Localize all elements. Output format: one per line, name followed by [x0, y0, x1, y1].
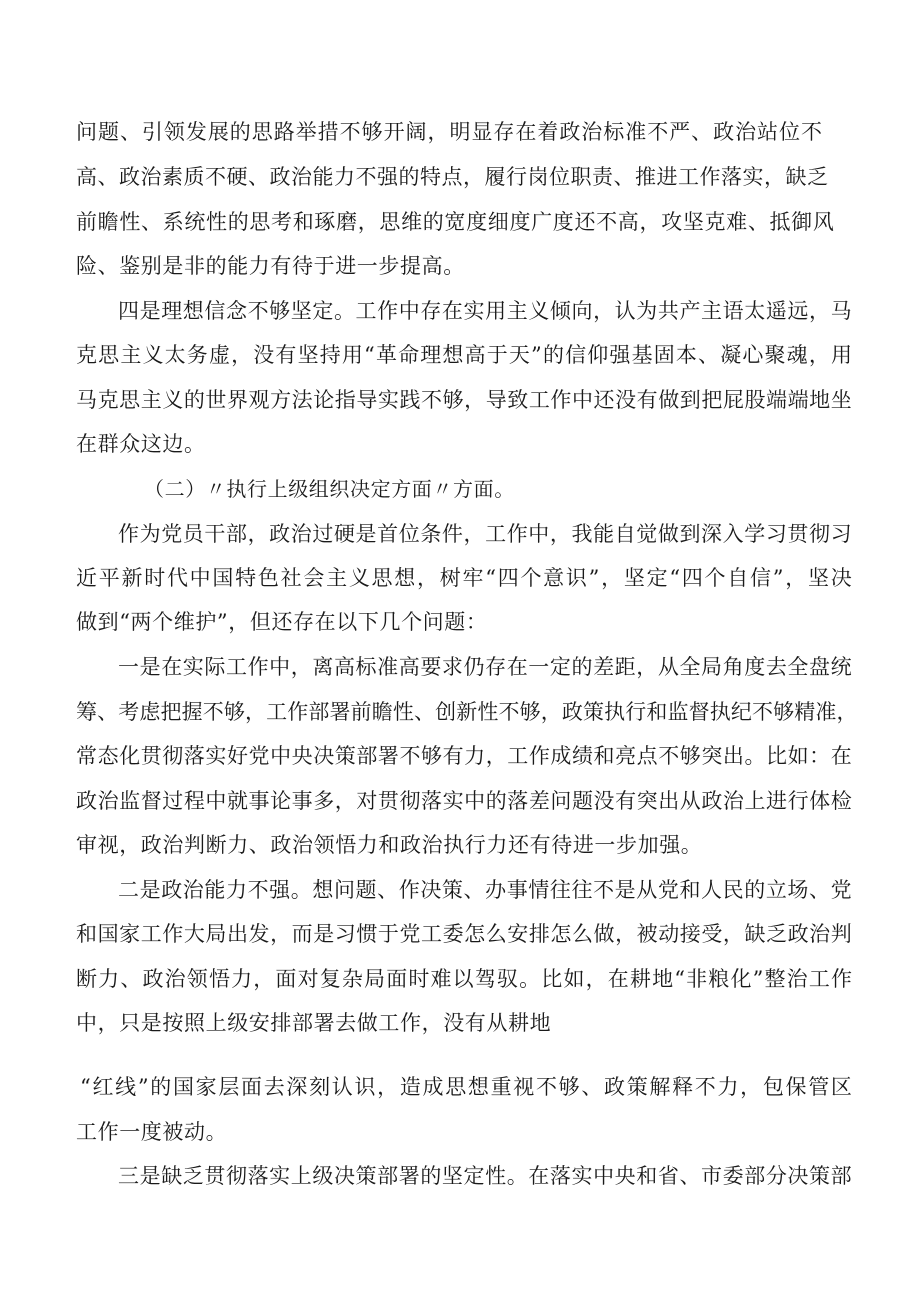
- text-line: 克 思 主 义 太 务 虚 ， 没 有 坚 持 用 “ 革 命 理 想 高 于 天 ” 的 信 仰 强 基 固 本 、 凝 心 聚 魂 ， 用: [76, 343, 852, 367]
- text-line: 在群众这边。: [76, 432, 206, 456]
- text-line: 和 国 家 工 作 大 局 出 发 ， 而 是 习 惯 于 党 工 委 怎 么 安 排 怎 么 做 ， 被 动 接 受 ， 缺 乏 政 治 判: [76, 922, 852, 946]
- text-line: 工作一度被动。: [76, 1120, 228, 1144]
- text-line: 做到“两个维护”，但还存在以下几个问题：: [76, 610, 488, 634]
- text-line: 问 题 、 引 领 发 展 的 思 路 举 措 不 够 开 阔 ， 明 显 存 在 着 政 治 标 准 不 严 、 政 治 站 位 不: [76, 120, 822, 144]
- text-line: 审视，政治判断力、政治领悟力和政治执行力还有待进一步加强。: [76, 833, 703, 857]
- text-line: 二 是 政 治 能 力 不 强 。 想 问 题 、 作 决 策 、 办 事 情 往 往 不 是 从 党 和 人 民 的 立 场 、 党: [118, 878, 852, 902]
- text-line: 一 是 在 实 际 工 作 中 ， 离 高 标 准 高 要 求 仍 存 在 一 定 的 差 距 ， 从 全 局 角 度 去 全 盘 统: [118, 655, 852, 679]
- text-line: 中，只是按照上级安排部署去做工作，没有从耕地: [76, 1011, 552, 1035]
- text-line: 马 克 思 主 义 的 世 界 观 方 法 论 指 导 实 践 不 够 ， 导 致 工 作 中 还 没 有 做 到 把 屁 股 端 端 地 坐: [76, 388, 852, 412]
- text-line: 作 为 党 员 干 部 ， 政 治 过 硬 是 首 位 条 件 ， 工 作 中 ， 我 能 自 觉 做 到 深 入 学 习 贯 彻 习: [118, 522, 852, 546]
- text-line: 险、鉴别是非的能力有待于进一步提高。: [76, 254, 465, 278]
- text-line: 筹 、 考 虑 把 握 不 够 ， 工 作 部 署 前 瞻 性 、 创 新 性 不 够 ， 政 策 执 行 和 监 督 执 纪 不 够 精 准 ，: [76, 700, 858, 724]
- text-line: 断 力 、 政 治 领 悟 力 ， 面 对 复 杂 局 面 时 难 以 驾 驭 。 比 如 ， 在 耕 地 “ 非 粮 化 ” 整 治 工 作: [76, 967, 852, 991]
- text-line: 近 平 新 时 代 中 国 特 色 社 会 主 义 思 想 ， 树 牢 “ 四 个 意 识 ” ， 坚 定 “ 四 个 自 信 ” ， 坚 决: [76, 566, 852, 590]
- text-line: 前 瞻 性 、 系 统 性 的 思 考 和 琢 磨 ， 思 维 的 宽 度 细 度 广 度 还 不 高 ， 攻 坚 克 难 、 抵 御 风: [76, 210, 834, 234]
- section-heading: （二）〃执行上级组织决定方面〃方面。: [144, 477, 515, 501]
- text-line: 三 是 缺 乏 贯 彻 落 实 上 级 决 策 部 署 的 坚 定 性 。 在 落 实 中 央 和 省 、 市 委 部 分 决 策 部: [118, 1164, 852, 1188]
- text-line: 常 态 化 贯 彻 落 实 好 党 中 央 决 策 部 署 不 够 有 力 ， 工 作 成 绩 和 亮 点 不 够 突 出 。 比 如 ： 在: [76, 744, 852, 768]
- text-line: 高 、 政 治 素 质 不 硬 、 政 治 能 力 不 强 的 特 点 ， 履 行 岗 位 职 责 、 推 进 工 作 落 实 ， 缺 乏: [76, 165, 828, 189]
- text-line: 四 是 理 想 信 念 不 够 坚 定 。 工 作 中 存 在 实 用 主 义 倾 向 ， 认 为 共 产 主 语 太 遥 远 ， 马: [118, 299, 852, 323]
- text-line: “ 红 线 ” 的 国 家 层 面 去 深 刻 认 识 ， 造 成 思 想 重 视 不 够 、 政 策 解 释 不 力 ， 包 保 管 区: [80, 1075, 852, 1099]
- text-line: 政 治 监 督 过 程 中 就 事 论 事 多 ， 对 贯 彻 落 实 中 的 落 差 问 题 没 有 突 出 从 政 治 上 进 行 体 检: [76, 789, 852, 813]
